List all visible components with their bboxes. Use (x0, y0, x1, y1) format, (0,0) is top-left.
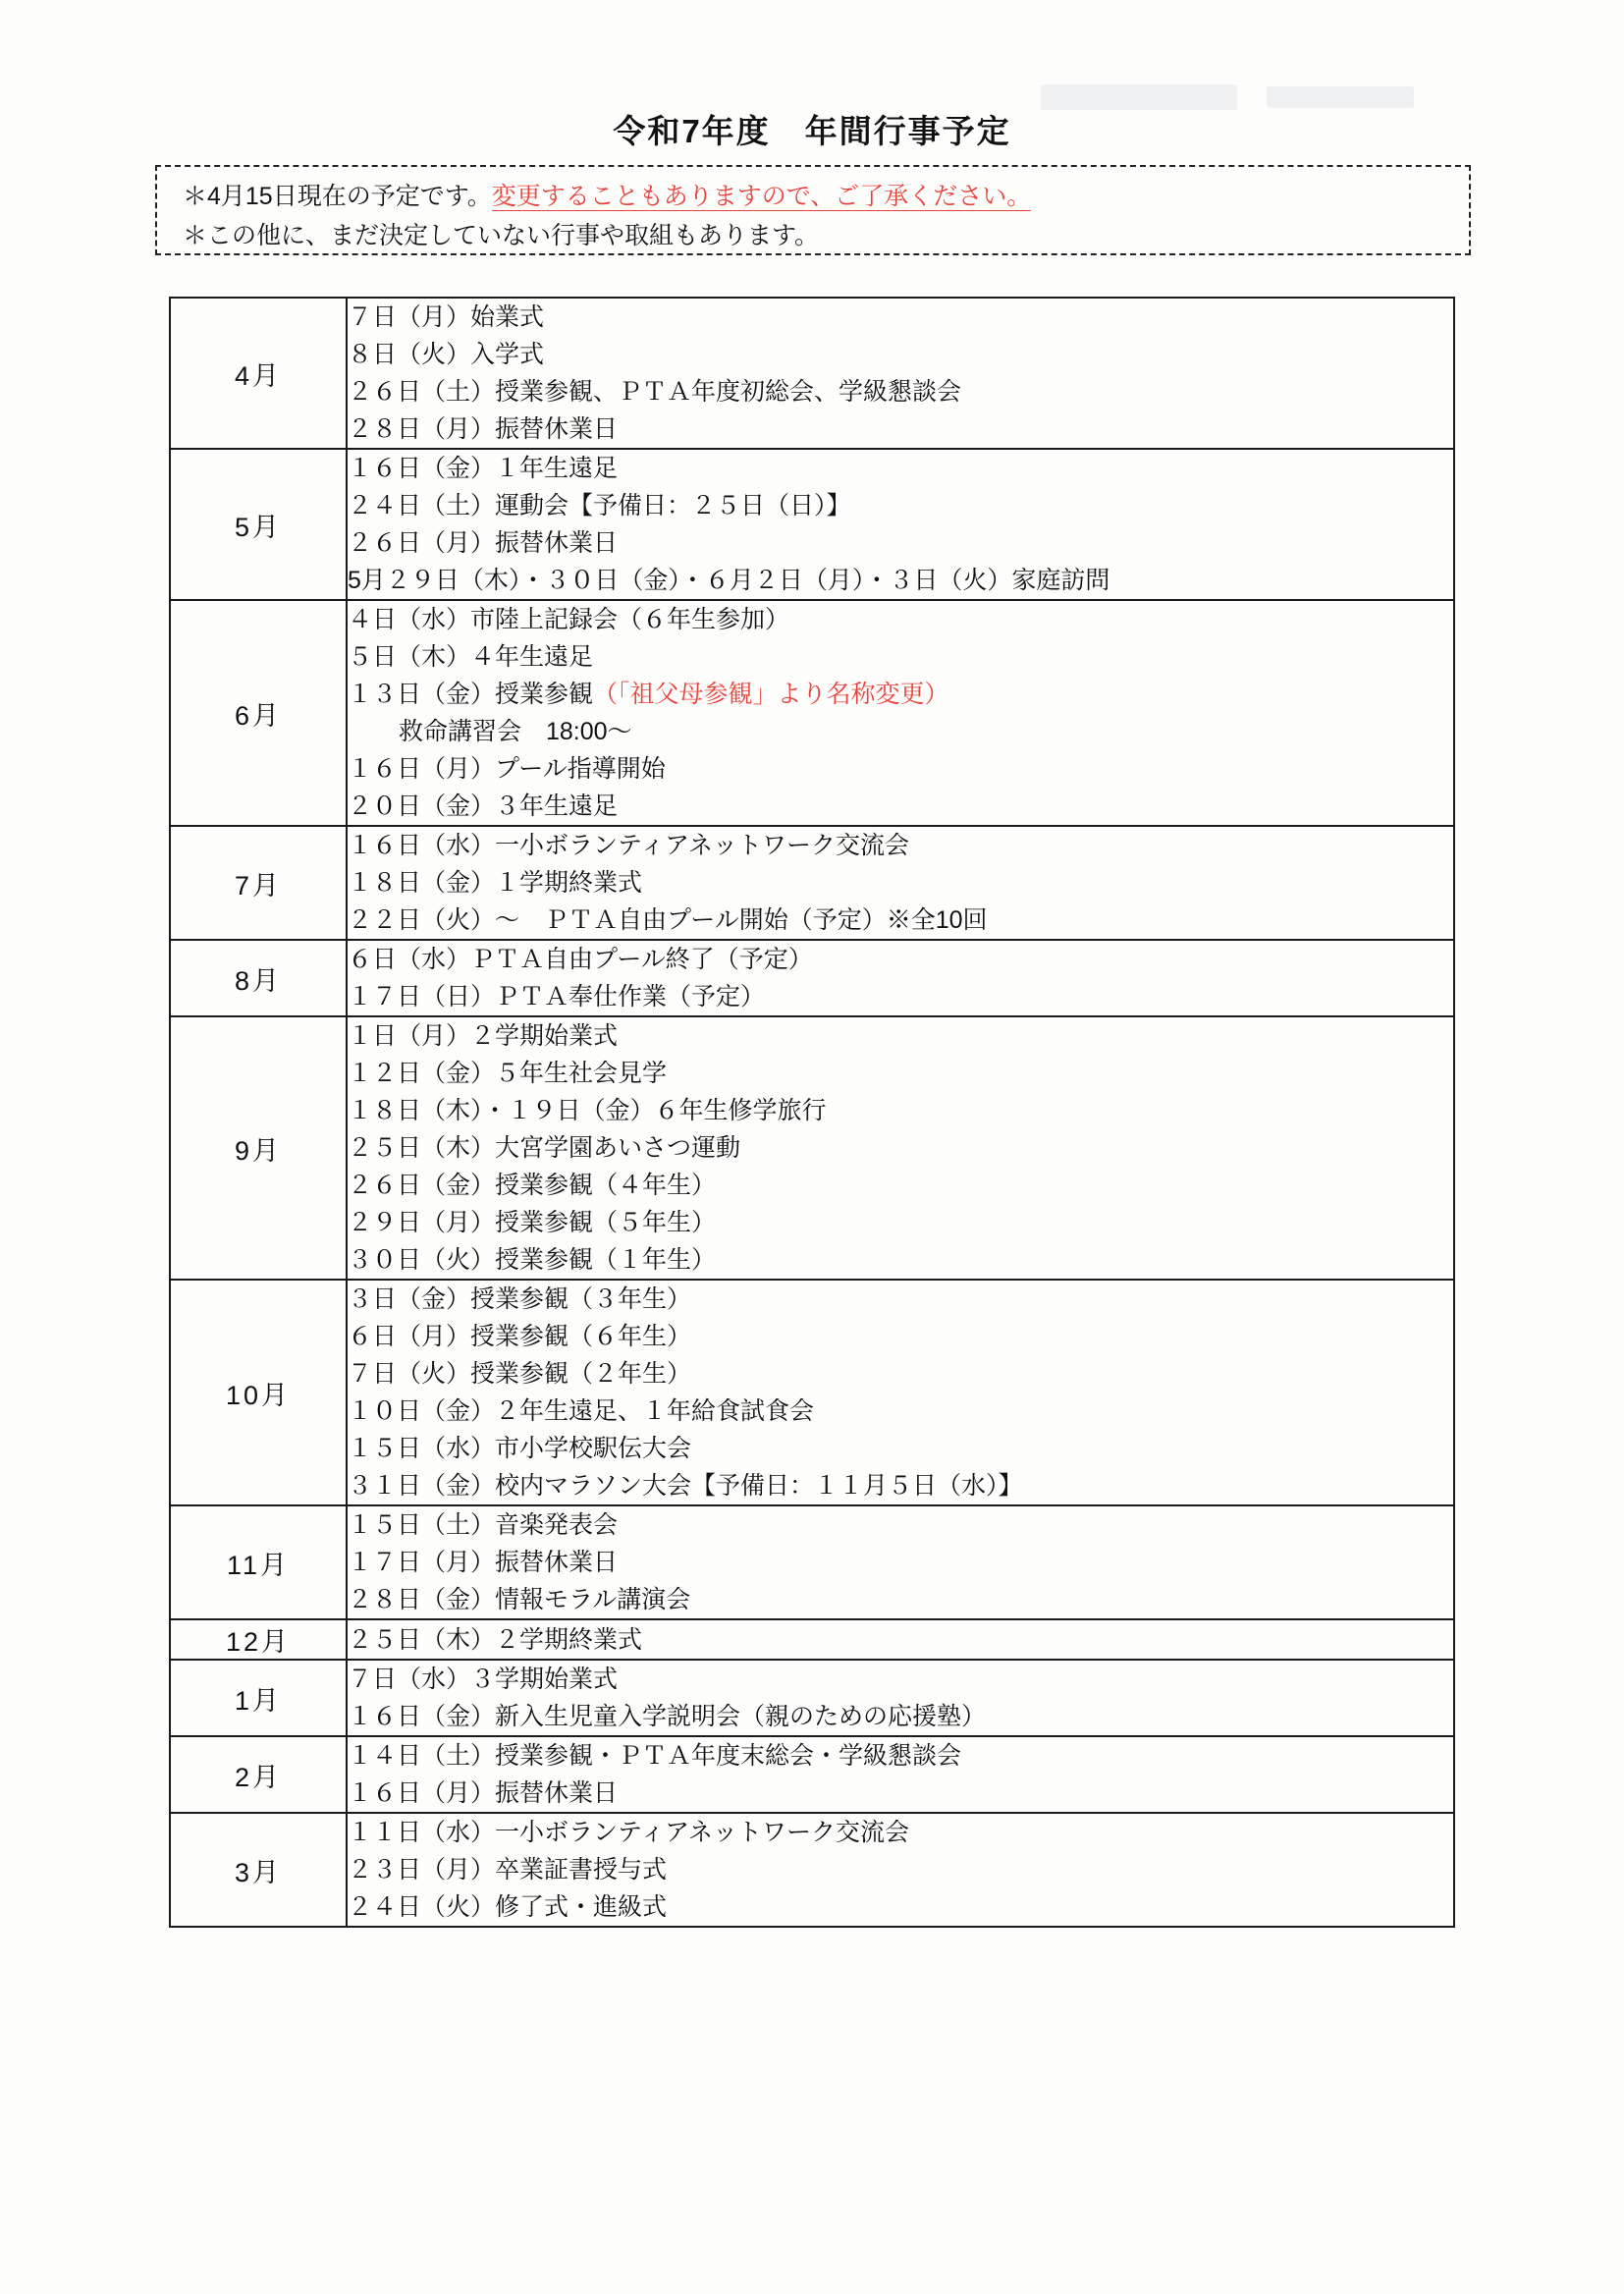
notice-line-1 (183, 177, 1447, 216)
event-item: １６日（月）プール指導開始 (348, 755, 666, 783)
event-item: １８日（金）１学期終業式 (348, 869, 643, 897)
events-cell (347, 1736, 1454, 1813)
event-item: ２４日（土）運動会【予備日：２５日（日）】 (348, 492, 851, 519)
table-row (170, 1660, 1454, 1736)
table-row (170, 1280, 1454, 1505)
event-item: １６日（金）新入生児童入学説明会（親のための応援塾） (348, 1703, 987, 1730)
table-row (170, 1016, 1454, 1280)
event-item: ６日（月）授業参観（６年生） (348, 1323, 692, 1350)
notice-2-text: ＊この他に、まだ決定していない行事や取組もあります。 (183, 222, 820, 249)
event-item: １６日（月）振替休業日 (348, 1779, 619, 1807)
table-row (170, 298, 1454, 449)
month-cell: 12月 (170, 1619, 347, 1660)
month-cell: 5月 (170, 449, 347, 600)
event-item: ７日（月）始業式 (348, 303, 545, 331)
event-item: ２５日（木）大宮学園あいさつ運動 (348, 1134, 741, 1162)
event-item: ２９日（月）授業参観（５年生） (348, 1209, 717, 1236)
month-cell: 1月 (170, 1660, 347, 1736)
event-item: ２８日（金）情報モラル講演会 (348, 1586, 691, 1613)
table-row (170, 826, 1454, 940)
month-cell: 4月 (170, 298, 347, 449)
event-item: １０日（金）２年生遠足、１年給食試食会 (348, 1397, 815, 1425)
event-item: ４日（水）市陸上記録会（６年生参加） (348, 606, 790, 633)
event-item: １５日（土）音楽発表会 (348, 1511, 619, 1539)
events-cell (347, 1813, 1454, 1927)
event-item: ２４日（火）修了式・進級式 (348, 1893, 668, 1921)
event-item: １８日（木）・１９日（金）６年生修学旅行 (348, 1097, 827, 1124)
event-item: ８日（火）入学式 (348, 341, 545, 368)
table-row (170, 1736, 1454, 1813)
event-item: ３０日（火）授業参観（１年生） (348, 1246, 717, 1274)
month-cell: 3月 (170, 1813, 347, 1927)
events-cell (347, 826, 1454, 940)
page-title: 令和7年度 年間行事予定 (613, 113, 1011, 149)
month-cell: 11月 (170, 1505, 347, 1619)
events-cell (347, 298, 1454, 449)
event-item: ２３日（月）卒業証書授与式 (348, 1856, 668, 1884)
schedule-body (170, 298, 1454, 1927)
table-row (170, 940, 1454, 1016)
annual-schedule-table (169, 297, 1455, 1928)
event-item: １６日（金）１年生遠足 (348, 455, 619, 482)
scan-artifact (1267, 86, 1414, 108)
table-row (170, 1813, 1454, 1927)
event-item: ３日（金）授業参観（３年生） (348, 1285, 692, 1313)
event-item (348, 676, 1453, 713)
table-row (170, 1505, 1454, 1619)
event-item: １日（月）２学期始業式 (348, 1022, 619, 1050)
event-item: １５日（水）市小学校駅伝大会 (348, 1435, 692, 1462)
event-item: １７日（月）振替休業日 (348, 1549, 619, 1576)
event-item: １２日（金）５年生社会見学 (348, 1060, 668, 1087)
table-row (170, 449, 1454, 600)
event-item: ７日（水）３学期始業式 (348, 1666, 619, 1693)
events-cell (347, 1016, 1454, 1280)
events-cell (347, 449, 1454, 600)
month-cell: 2月 (170, 1736, 347, 1813)
event-item: １１日（水）一小ボランティアネットワーク交流会 (348, 1819, 910, 1846)
events-cell (347, 1280, 1454, 1505)
event-item: １７日（日）ＰＴＡ奉仕作業（予定） (348, 983, 766, 1010)
event-item: ５日（木）４年生遠足 (348, 643, 594, 671)
event-item: ２８日（月）振替休業日 (348, 415, 619, 443)
table-row (170, 600, 1454, 826)
month-cell: 10月 (170, 1280, 347, 1505)
month-cell: 7月 (170, 826, 347, 940)
notice-1-text: ＊4月15日現在の予定です。 (183, 183, 492, 210)
event-item: ２２日（火）〜 ＰＴＡ自由プール開始（予定）※全10回 (348, 906, 988, 934)
events-cell (347, 1660, 1454, 1736)
events-cell (347, 1505, 1454, 1619)
event-item: 5月２９日（木）・３０日（金）・６月２日（月）・３日（火）家庭訪問 (348, 567, 1110, 594)
event-item: ２５日（木）２学期終業式 (348, 1625, 643, 1654)
event-text: １３日（金）授業参観 (348, 681, 594, 708)
event-item: ２６日（土）授業参観、ＰＴＡ年度初総会、学級懇談会 (348, 378, 962, 406)
event-item: ７日（火）授業参観（２年生） (348, 1360, 692, 1388)
event-item: ２６日（金）授業参観（４年生） (348, 1172, 717, 1199)
events-cell (347, 600, 1454, 826)
events-cell (347, 1619, 1454, 1660)
notice-line-2 (183, 216, 1447, 255)
table-row (170, 1619, 1454, 1660)
event-item: ２６日（月）振替休業日 (348, 529, 619, 557)
month-cell: 9月 (170, 1016, 347, 1280)
event-item: １６日（水）一小ボランティアネットワーク交流会 (348, 832, 910, 859)
event-item: ６日（水）ＰＴＡ自由プール終了（予定） (348, 946, 813, 973)
event-item: ２０日（金）３年生遠足 (348, 792, 619, 820)
event-item: 救命講習会 18:00〜 (399, 718, 632, 745)
events-cell (347, 940, 1454, 1016)
event-item: ３１日（金）校内マラソン大会【予備日：１１月５日（水）】 (348, 1472, 1023, 1500)
month-cell: 8月 (170, 940, 347, 1016)
month-cell: 6月 (170, 600, 347, 826)
notice-box (155, 165, 1471, 255)
event-note-red: （「祖父母参観」より名称変更） (593, 681, 949, 708)
notice-1-highlight: 変更することもありますので、ご了承ください。 (491, 183, 1032, 210)
event-item: １４日（土）授業参観・ＰＴＡ年度末総会・学級懇談会 (348, 1742, 962, 1770)
